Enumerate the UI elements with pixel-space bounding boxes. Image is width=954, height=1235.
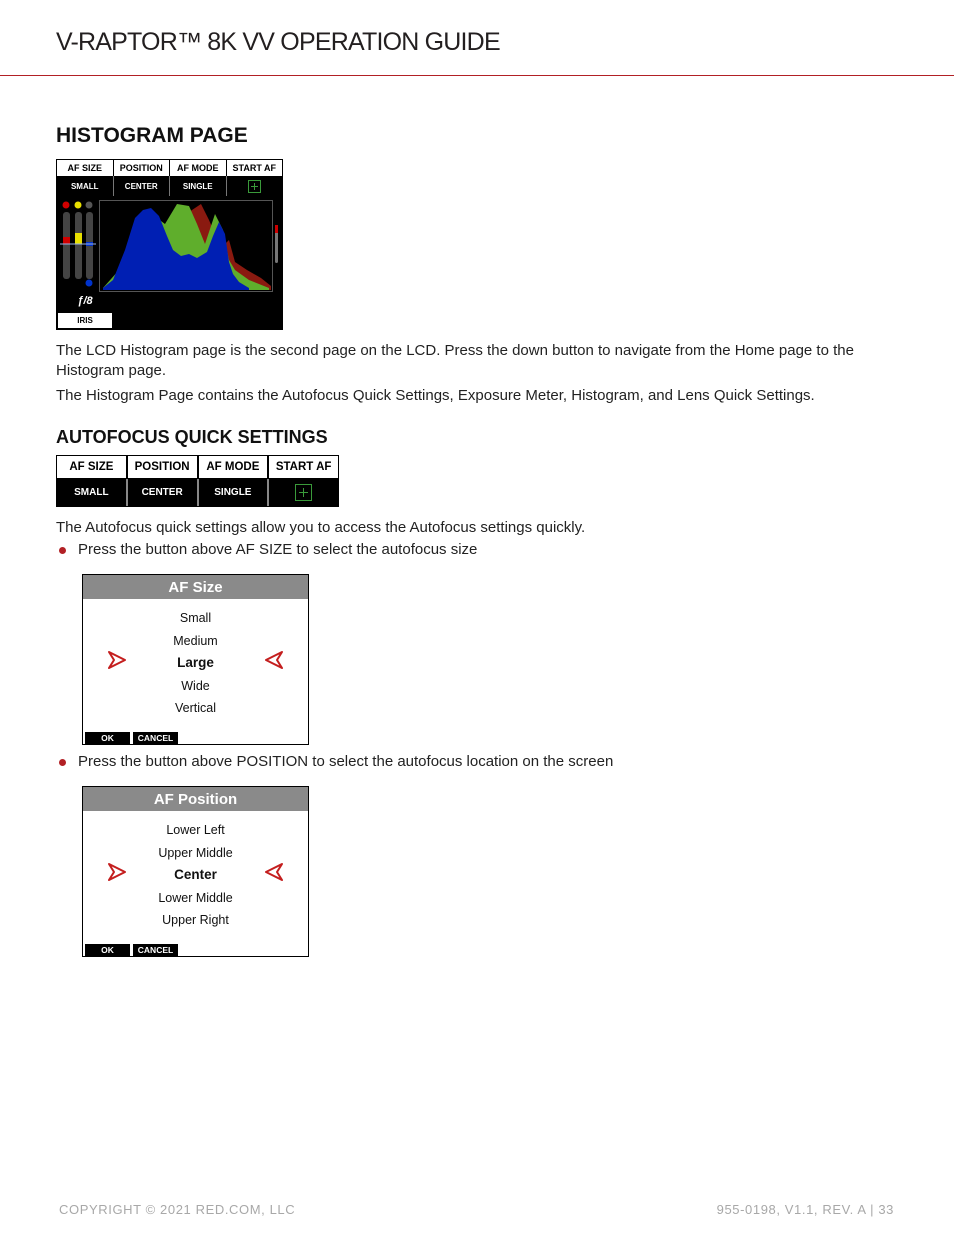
meter-track-red [63, 212, 70, 279]
af-size-option: Vertical [175, 701, 216, 715]
autofocus-intro: The Autofocus quick settings allow you to access the Autofocus settings quickly. [56, 519, 586, 536]
af-position-dialog-title: AF Position [83, 787, 308, 811]
af-mode-label: AF MODE [199, 456, 268, 478]
iris-button: IRIS [58, 313, 112, 328]
header-rule [0, 75, 954, 76]
lcd-position-value: CENTER [114, 176, 171, 196]
af-size-ok-button: OK [85, 732, 130, 744]
lcd-af-size-label: AF SIZE [57, 160, 113, 176]
bullet-position-text: Press the button above POSITION to select the autofocus location on the screen [78, 753, 614, 770]
bullet-dot-icon [59, 759, 66, 766]
meter-yellow-dot [75, 202, 82, 209]
meter-fill-red [63, 237, 70, 244]
af-position-cancel-button: CANCEL [133, 944, 178, 956]
af-position-ok-button: OK [85, 944, 130, 956]
lcd-af-mode-value: SINGLE [170, 176, 227, 196]
af-position-option: Upper Middle [158, 845, 233, 860]
selection-arrow-right-icon [107, 650, 127, 670]
iris-value: ƒ/8 [77, 295, 93, 307]
meter-red-dot [63, 202, 70, 209]
lcd-start-af-value [227, 176, 283, 196]
af-size-option-selected: Large [177, 655, 214, 670]
meter-track-green [75, 212, 82, 279]
meter-fill-yellow [75, 233, 82, 244]
histogram [99, 200, 273, 292]
af-position-option-selected: Center [174, 867, 217, 882]
exposure-meter [60, 200, 96, 288]
document-title: V-RAPTOR™ 8K VV OPERATION GUIDE [56, 28, 500, 56]
autofocus-quick-settings-strip [56, 455, 339, 507]
lcd-af-values [57, 176, 282, 196]
af-size-option: Small [179, 611, 212, 625]
af-size-label: AF SIZE [57, 456, 126, 478]
lcd-scroll-indicator [275, 225, 278, 263]
af-position-option: Upper Right [162, 913, 229, 927]
af-mode-value: SINGLE [199, 479, 270, 506]
meter-empty-dot [86, 202, 93, 209]
autofocus-heading: AUTOFOCUS QUICK SETTINGS [56, 427, 328, 447]
lcd-af-size-value: SMALL [57, 176, 114, 196]
af-target-icon [248, 180, 261, 193]
selection-arrow-left-icon [264, 650, 284, 670]
bullet-position [56, 752, 613, 772]
position-value: CENTER [128, 479, 199, 506]
af-size-dialog [82, 574, 309, 745]
lcd-position-label: POSITION [114, 160, 170, 176]
footer-doc-ref: 955-0198, V1.1, REV. A | 33 [716, 1202, 894, 1217]
footer-copyright: COPYRIGHT © 2021 RED.COM, LLC [59, 1202, 296, 1217]
lcd-af-mode-label: AF MODE [170, 160, 226, 176]
lcd-histogram-screen [56, 159, 283, 330]
bullet-af-size-text: Press the button above AF SIZE to select the autofocus size [78, 541, 478, 558]
section-heading: HISTOGRAM PAGE [56, 124, 248, 147]
af-size-option: Wide [181, 678, 210, 693]
start-af-label: START AF [269, 456, 338, 478]
histogram-description-1: The LCD Histogram page is the second page on the LCD. Press the down button to navigate from the Home page to the Histogram page. [56, 342, 854, 379]
af-position-option: Lower Middle [158, 890, 233, 905]
selection-arrow-right-icon [107, 862, 127, 882]
position-label: POSITION [128, 456, 197, 478]
meter-blue-dot [86, 280, 93, 287]
selection-arrow-left-icon [264, 862, 284, 882]
af-target-icon [295, 484, 312, 501]
af-position-dialog [82, 786, 309, 957]
af-position-option: Lower Left [166, 823, 225, 837]
af-size-cancel-button: CANCEL [133, 732, 178, 744]
af-size-option: Medium [173, 633, 218, 648]
af-size-dialog-title: AF Size [83, 575, 308, 599]
bullet-dot-icon [59, 547, 66, 554]
af-strip-labels [57, 456, 338, 478]
start-af-value [269, 479, 338, 506]
histogram-description-2: The Histogram Page contains the Autofocus Quick Settings, Exposure Meter, Histogram, and Lens Quick Settings. [56, 387, 815, 404]
bullet-af-size [56, 540, 477, 560]
af-strip-values [57, 479, 338, 506]
lcd-start-af-label: START AF [227, 160, 283, 176]
af-size-value: SMALL [57, 479, 128, 506]
lcd-af-labels [57, 160, 282, 176]
